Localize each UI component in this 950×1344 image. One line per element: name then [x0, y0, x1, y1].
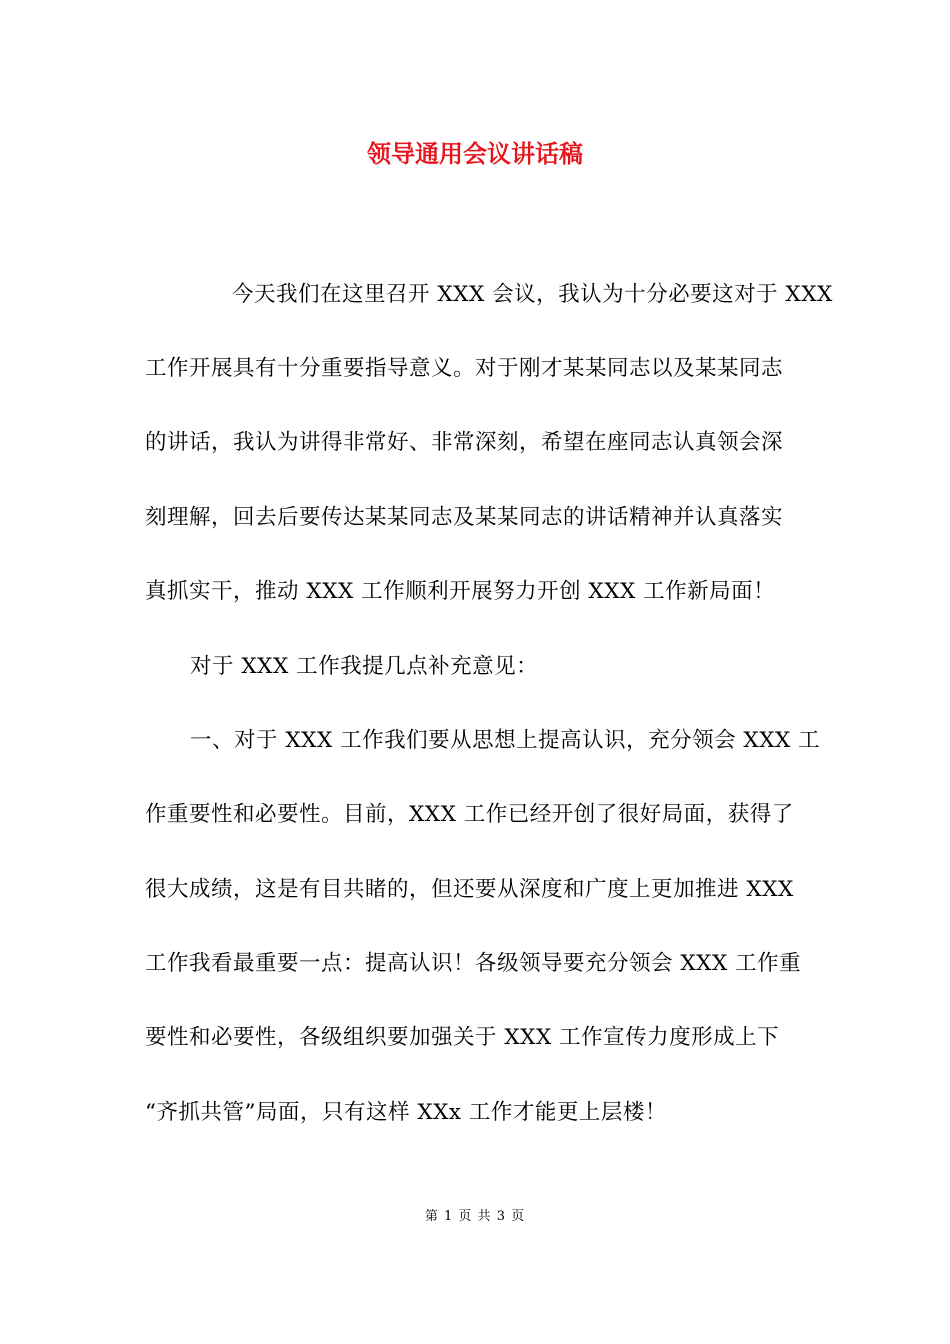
paragraph-line: 作重要性和必要性。目前，XXX 工作已经开创了很好局面，获得了 — [145, 802, 794, 827]
document-title: 领导通用会议讲话稿 — [367, 140, 583, 168]
paragraph-line: 真抓实干，推动 XXX 工作顺利开展努力开创 XXX 工作新局面！ — [145, 579, 776, 604]
paragraph-line: 刻理解，回去后要传达某某同志及某某同志的讲话精神并认真落实 — [145, 505, 784, 530]
paragraph-line: 很大成绩，这是有目共睹的，但还要从深度和广度上更加推进 XXX — [145, 877, 794, 902]
paragraph-line: 对于 XXX 工作我提几点补充意见： — [190, 654, 539, 679]
paragraph-line: “齐抓共管”局面，只有这样 XXx 工作才能更上层楼！ — [145, 1100, 667, 1125]
paragraph-line: 工作开展具有十分重要指导意义。对于刚才某某同志以及某某同志 — [145, 356, 784, 381]
page-number-footer: 第 1 页 共 3 页 — [424, 1209, 526, 1224]
paragraph-line: 要性和必要性，各级组织要加强关于 XXX 工作宣传力度形成上下 — [145, 1025, 780, 1050]
paragraph-line: 一、对于 XXX 工作我们要从思想上提高认识，充分领会 XXX 工 — [190, 728, 821, 753]
paragraph-line: 工作我看最重要一点：提高认识！各级领导要充分领会 XXX 工作重 — [145, 951, 802, 976]
paragraph-line: 的讲话，我认为讲得非常好、非常深刻，希望在座同志认真领会深 — [145, 430, 784, 455]
paragraph-line: 今天我们在这里召开 XXX 会议，我认为十分必要这对于 XXX — [232, 282, 833, 307]
